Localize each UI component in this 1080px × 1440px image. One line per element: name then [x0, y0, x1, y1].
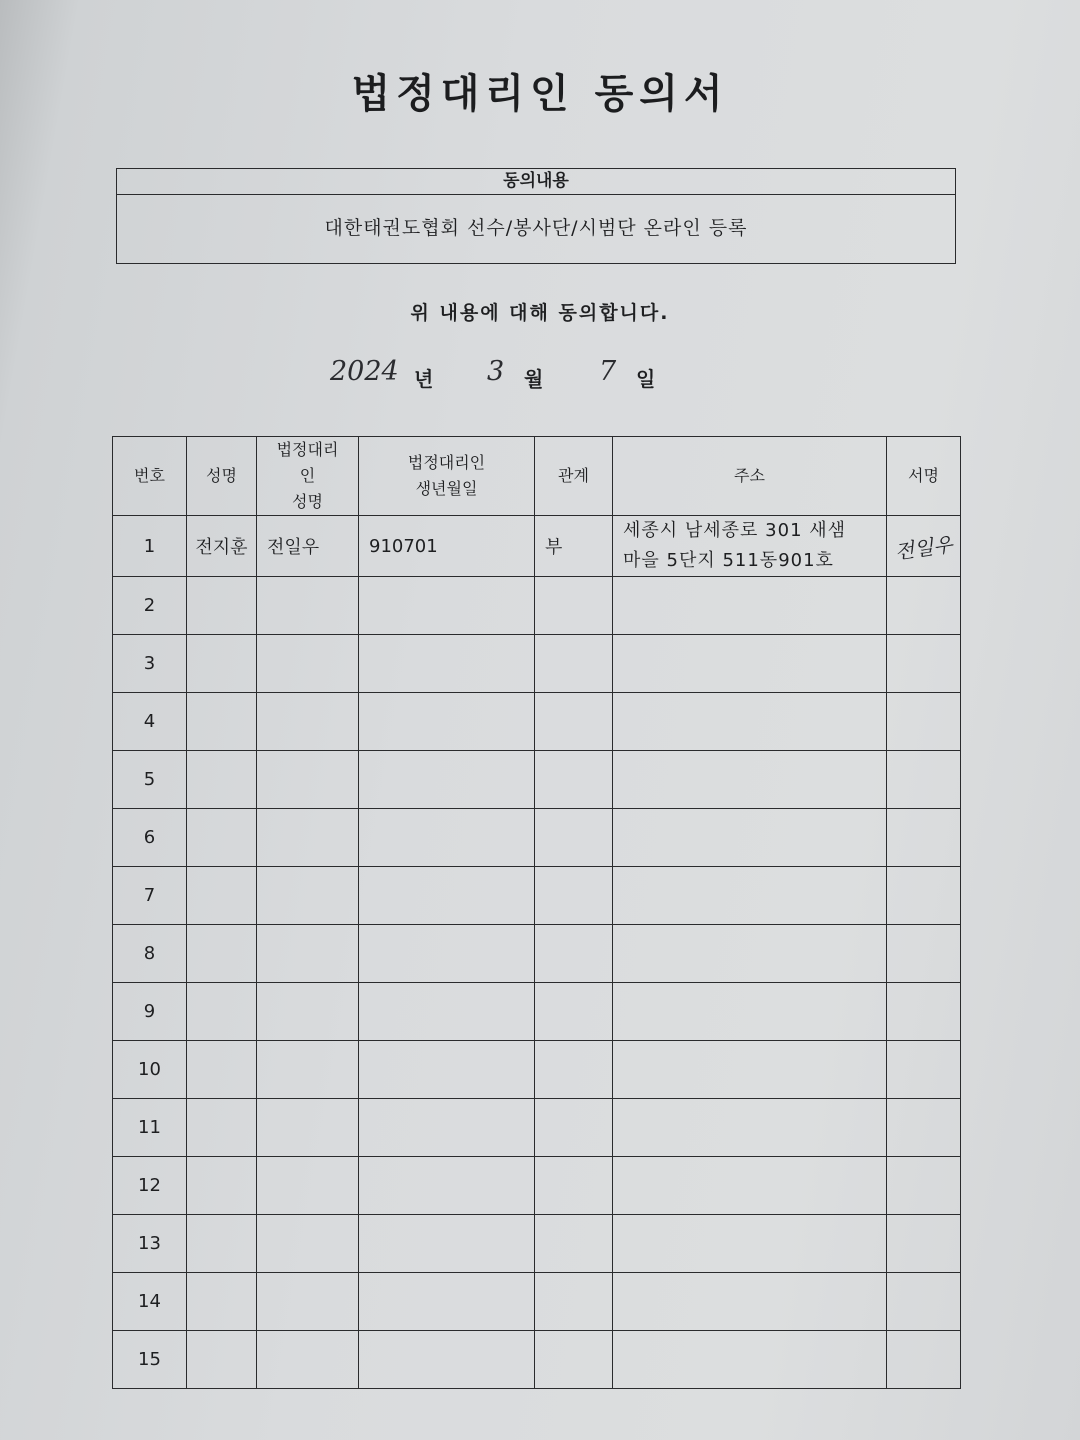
guardian-name	[257, 751, 359, 809]
table-header-row	[113, 437, 961, 516]
relation	[535, 1215, 613, 1273]
relation	[535, 809, 613, 867]
guardian-birthdate	[359, 751, 535, 809]
header-relation: 관계	[535, 437, 613, 516]
header-guardian-birth	[359, 437, 535, 516]
signature-cell	[887, 577, 961, 635]
address	[613, 925, 887, 983]
guardian-name	[257, 983, 359, 1041]
student-name	[187, 983, 257, 1041]
header-guardian-birth-line1: 법정대리인	[407, 453, 486, 472]
row-number: 12	[113, 1157, 187, 1215]
guardian-name	[257, 1331, 359, 1389]
guardian-birthdate	[359, 1331, 535, 1389]
header-guardian-birth-line2: 생년월일	[415, 479, 478, 498]
address	[613, 1041, 887, 1099]
address	[613, 983, 887, 1041]
address-line2: 마을 5단지 511동901호	[623, 550, 834, 571]
table-row	[113, 1041, 961, 1099]
row-number: 7	[113, 867, 187, 925]
handwritten-signature: 전일우	[893, 531, 955, 564]
student-name	[187, 867, 257, 925]
guardian-name	[257, 1215, 359, 1273]
guardian-name	[257, 635, 359, 693]
signature-cell	[887, 751, 961, 809]
relation: 부	[535, 516, 613, 577]
student-name	[187, 693, 257, 751]
row-number: 1	[113, 516, 187, 577]
student-name	[187, 925, 257, 983]
guardian-birthdate	[359, 635, 535, 693]
signature-cell	[887, 983, 961, 1041]
table-row	[113, 925, 961, 983]
table-row	[113, 1215, 961, 1273]
guardian-birthdate	[359, 983, 535, 1041]
agreement-statement: 위 내용에 대해 동의합니다.	[410, 302, 670, 324]
guardian-name: 전일우	[257, 516, 359, 577]
row-number: 10	[113, 1041, 187, 1099]
row-number: 13	[113, 1215, 187, 1273]
guardian-name	[257, 577, 359, 635]
signature-cell	[887, 809, 961, 867]
table-row	[113, 516, 961, 577]
relation	[535, 925, 613, 983]
signature-cell	[887, 1215, 961, 1273]
student-name	[187, 1099, 257, 1157]
address	[613, 867, 887, 925]
relation	[535, 1273, 613, 1331]
row-number: 14	[113, 1273, 187, 1331]
signature-cell	[887, 693, 961, 751]
address	[613, 809, 887, 867]
signature-cell	[887, 1331, 961, 1389]
guardian-birthdate	[359, 1099, 535, 1157]
student-name	[187, 1273, 257, 1331]
row-number: 2	[113, 577, 187, 635]
signature-cell	[887, 1041, 961, 1099]
guardian-birthdate	[359, 925, 535, 983]
table-row	[113, 1273, 961, 1331]
row-number: 11	[113, 1099, 187, 1157]
relation	[535, 983, 613, 1041]
relation	[535, 1041, 613, 1099]
student-name	[187, 1331, 257, 1389]
table-row	[113, 1331, 961, 1389]
table-row	[113, 751, 961, 809]
address-line1: 세종시 남세종로 301 새샘	[623, 520, 847, 541]
date-line	[0, 356, 1080, 396]
relation	[535, 693, 613, 751]
header-guardian-name-line2: 인	[299, 466, 316, 485]
signature-cell	[887, 516, 961, 577]
signature-cell	[887, 635, 961, 693]
student-name	[187, 635, 257, 693]
guardian-name	[257, 925, 359, 983]
signature-cell	[887, 1273, 961, 1331]
row-number: 3	[113, 635, 187, 693]
guardian-birthdate	[359, 1157, 535, 1215]
guardian-name	[257, 809, 359, 867]
student-name	[187, 1041, 257, 1099]
table-row	[113, 1099, 961, 1157]
row-number: 6	[113, 809, 187, 867]
signature-cell	[887, 1099, 961, 1157]
address	[613, 1157, 887, 1215]
student-name: 전지훈	[187, 516, 257, 577]
relation	[535, 577, 613, 635]
relation	[535, 1331, 613, 1389]
guardian-birthdate	[359, 577, 535, 635]
date-year-unit: 년	[414, 367, 434, 391]
guardian-name	[257, 1099, 359, 1157]
date-year: 2024	[330, 356, 399, 387]
document-title: 법정대리인 동의서	[351, 71, 729, 117]
relation	[535, 751, 613, 809]
student-name	[187, 577, 257, 635]
header-name: 성명	[187, 437, 257, 516]
student-name	[187, 809, 257, 867]
header-guardian-name	[257, 437, 359, 516]
consent-box	[116, 168, 956, 264]
header-address: 주소	[613, 437, 887, 516]
guardian-name	[257, 1157, 359, 1215]
row-number: 9	[113, 983, 187, 1041]
table-row	[113, 809, 961, 867]
signature-cell	[887, 925, 961, 983]
signature-cell	[887, 1157, 961, 1215]
guardian-table	[112, 436, 961, 1389]
row-number: 5	[113, 751, 187, 809]
consent-content: 대한태권도협회 선수/봉사단/시범단 온라인 등록	[324, 217, 748, 239]
date-day-unit: 일	[636, 367, 656, 391]
guardian-name	[257, 867, 359, 925]
guardian-birthdate	[359, 693, 535, 751]
table-row	[113, 983, 961, 1041]
row-number: 15	[113, 1331, 187, 1389]
guardian-birthdate: 910701	[359, 516, 535, 577]
table-row	[113, 1157, 961, 1215]
header-no: 번호	[113, 437, 187, 516]
guardian-birthdate	[359, 1041, 535, 1099]
date-day: 7	[599, 356, 617, 387]
header-guardian-name-line3: 성명	[292, 492, 323, 511]
guardian-birthdate	[359, 1215, 535, 1273]
student-name	[187, 1215, 257, 1273]
address	[613, 751, 887, 809]
table-row	[113, 577, 961, 635]
address	[613, 1099, 887, 1157]
relation	[535, 867, 613, 925]
consent-header: 동의내용	[117, 169, 955, 195]
student-name	[187, 751, 257, 809]
date-month: 3	[487, 356, 505, 387]
header-signature: 서명	[887, 437, 961, 516]
student-name	[187, 1157, 257, 1215]
address	[613, 1331, 887, 1389]
guardian-birthdate	[359, 809, 535, 867]
guardian-name	[257, 1273, 359, 1331]
address	[613, 635, 887, 693]
relation	[535, 1157, 613, 1215]
guardian-birthdate	[359, 867, 535, 925]
table-row	[113, 693, 961, 751]
signature-cell	[887, 867, 961, 925]
date-month-unit: 월	[524, 367, 544, 391]
guardian-birthdate	[359, 1273, 535, 1331]
address	[613, 577, 887, 635]
address	[613, 693, 887, 751]
address	[613, 1273, 887, 1331]
relation	[535, 635, 613, 693]
header-guardian-name-line1: 법정대리	[276, 440, 339, 459]
table-row	[113, 635, 961, 693]
row-number: 4	[113, 693, 187, 751]
relation	[535, 1099, 613, 1157]
guardian-name	[257, 1041, 359, 1099]
address	[613, 516, 887, 577]
address	[613, 1215, 887, 1273]
table-row	[113, 867, 961, 925]
row-number: 8	[113, 925, 187, 983]
guardian-name	[257, 693, 359, 751]
